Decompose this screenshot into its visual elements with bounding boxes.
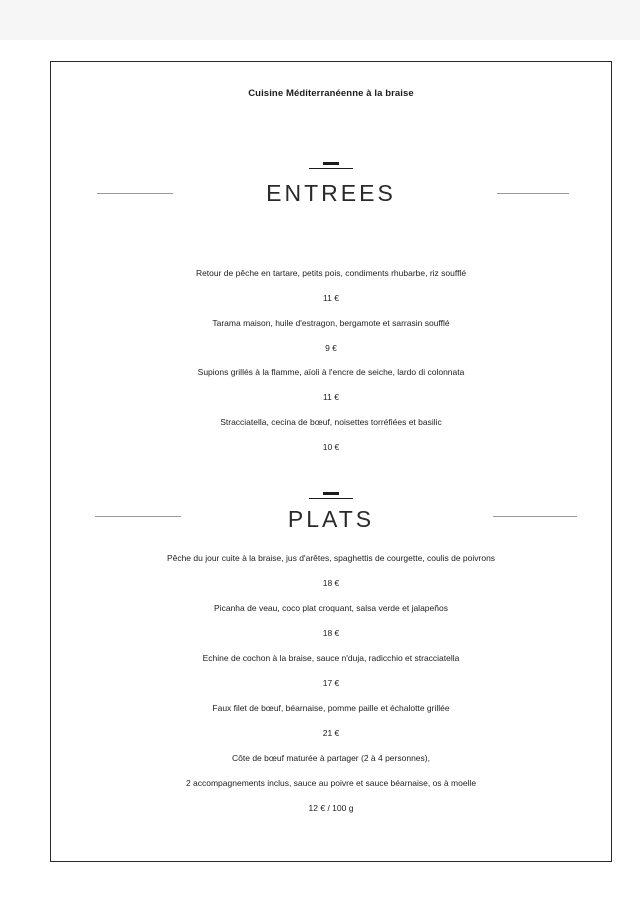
ornament-rule bbox=[309, 498, 353, 499]
section-ornament bbox=[309, 492, 353, 502]
dish-name: Tarama maison, huile d'estragon, bergamote et sarrasin soufflé bbox=[212, 318, 450, 328]
dish-name: Supions grillés à la flamme, aïoli à l'encre de seiche, lardo di colonnata bbox=[197, 367, 465, 377]
dish-price: 18 € bbox=[322, 628, 340, 638]
ornament-bar bbox=[323, 492, 339, 495]
dish-price: 11 € bbox=[323, 392, 339, 402]
dish-price: 12 € / 100 g bbox=[308, 803, 354, 813]
menu-card bbox=[50, 61, 612, 862]
dish-price: 18 € bbox=[322, 578, 340, 588]
dish-name-continued: 2 accompagnements inclus, sauce au poivre et sauce béarnaise, os à moelle bbox=[185, 778, 477, 788]
ornament-rule bbox=[309, 168, 353, 169]
dish-name: Picanha de veau, coco plat croquant, salsa verde et jalapeños bbox=[214, 603, 448, 613]
dish-name: Echine de cochon à la braise, sauce n'duja, radicchio et stracciatella bbox=[202, 653, 460, 663]
restaurant-subtitle: Cuisine Méditerranéenne à la braise bbox=[248, 88, 414, 99]
dish-price: 21 € bbox=[322, 728, 340, 738]
dish-name: Pêche du jour cuite à la braise, jus d'arêtes, spaghettis de courgette, coulis de poivrons bbox=[166, 553, 496, 563]
dish-price: 9 € bbox=[325, 343, 337, 353]
dish-name: Stracciatella, cecina de bœuf, noisettes torréfiées et basilic bbox=[220, 417, 442, 427]
page-top-band bbox=[0, 0, 640, 40]
dish-name: Côte de bœuf maturée à partager (2 à 4 personnes), bbox=[232, 753, 430, 763]
dish-price: 10 € bbox=[322, 442, 340, 452]
section-header-entrees bbox=[51, 162, 611, 222]
section-title-entrees: ENTREES bbox=[266, 180, 396, 206]
section-ornament bbox=[309, 162, 353, 172]
section-title-plats: PLATS bbox=[287, 506, 375, 532]
dish-price: 11 € bbox=[323, 293, 339, 303]
ornament-bar bbox=[323, 162, 339, 165]
dish-name: Retour de pêche en tartare, petits pois, condiments rhubarbe, riz soufflé bbox=[195, 268, 467, 278]
dish-price: 17 € bbox=[322, 678, 340, 688]
dish-name: Faux filet de bœuf, béarnaise, pomme paille et échalotte grillée bbox=[212, 703, 450, 713]
section-header-plats bbox=[51, 492, 611, 552]
